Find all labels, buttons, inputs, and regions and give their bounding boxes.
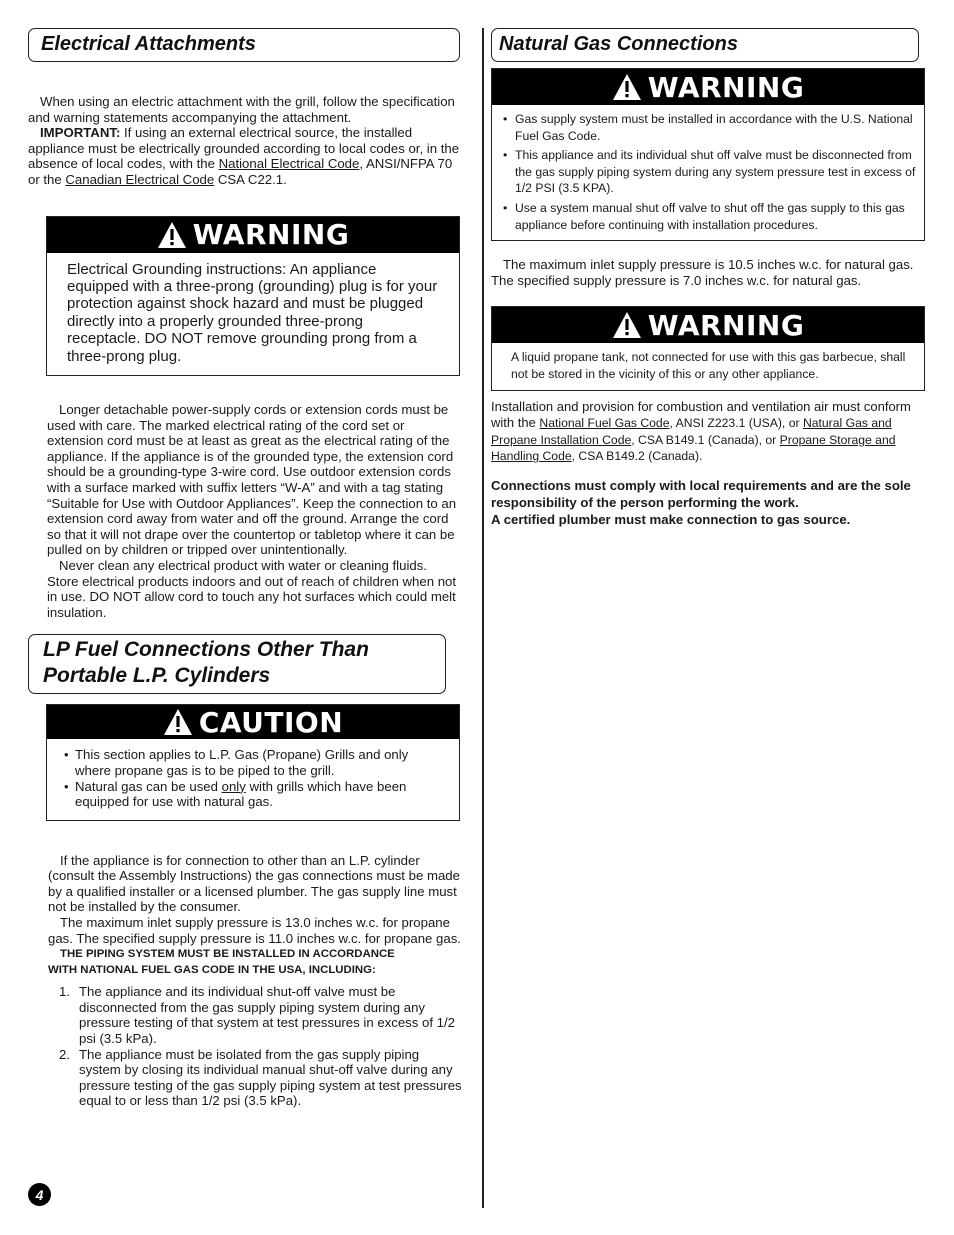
piping-notice: THE PIPING SYSTEM MUST BE INSTALLED IN ACCORDANCE WITH NATIONAL FUEL GAS CODE IN THE USA, INCLUDING: bbox=[48, 948, 395, 977]
lp-caution-box bbox=[46, 704, 460, 820]
compliance-notice: Connections must comply with local requirements and are the sole responsibility of the person performing the work. A certified plumber must make connection to gas source. bbox=[491, 477, 911, 527]
warning-header: WARNING bbox=[47, 217, 459, 253]
lp-section-title: LP Fuel Connections Other Than Portable L.P. Cylinders bbox=[28, 634, 446, 694]
warning-triangle-icon bbox=[612, 311, 642, 339]
nfgc-link: National Fuel Gas Code bbox=[539, 416, 670, 431]
important-label: IMPORTANT: bbox=[40, 125, 121, 141]
page-number-badge: 4 bbox=[28, 1183, 51, 1206]
electrical-intro: When using an electric attachment with the grill, follow the specification and warning statements accompanying the attachment. IMPORTANT: If using an external electrical source, the installed appliance must be electrically grounded according to local codes or, in the absence of local codes, with the National Electrical Code, ANSI/NFPA 70 or the Canadian Electrical Code CSA C22.1. bbox=[28, 94, 460, 187]
left-column bbox=[28, 28, 462, 1109]
list-item: • Gas supply system must be installed in accordance with the U.S. National Fuel Gas Code. bbox=[500, 111, 916, 144]
natural-gas-warning-box bbox=[491, 68, 925, 241]
ngpic-link: Natural Gas and Propane Installation Code bbox=[491, 416, 892, 447]
list-item: 2. The appliance must be isolated from the gas supply piping system by closing its individual manual shut-off valve during any pressure testing of the gas supply piping system at test pressures equal to or less than 1/2 psi (3.5 kPa). bbox=[59, 1046, 462, 1109]
electrical-section-title: Electrical Attachments bbox=[28, 28, 460, 62]
electrical-warning-text: Electrical Grounding instructions: An appliance equipped with a three-prong (grounding) plug is for your protection against shock hazard and must be plugged directly into a properly grounded three-prong receptacle. DO NOT remove grounding prong from a three-prong plug. bbox=[67, 260, 438, 365]
column-divider bbox=[482, 28, 484, 1208]
extension-cords-paragraph: Longer detachable power-supply cords or extension cords must be used with care. The marked electrical rating of the cord set or extension cord must be at least as great as the electrical rating of the appliance. If the appliance is of the grounded type, the extension cord should be a grounding-type 3-wire cord. Use outdoor extension cords with a surface marked with suffix letters “W-A” and with a tag stating “Suitable for Use with Outdoor Appliances”. Keep the connection to an extension cord away from water and off the ground. Arrange the cord so that it will not drape over the countertop or tabletop where it can be pulled on by children or tripped over unintentionally. Never clean any electrical product with water or cleaning fluids. Store electrical products indoors and out of reach of children when not in use. DO NOT allow cord to touch any hot surfaces which could melt insulation. bbox=[47, 402, 457, 620]
list-item: • This section applies to L.P. Gas (Propane) Grills and only where propane gas is to be piped to the grill. bbox=[61, 747, 445, 778]
piping-requirements-list bbox=[28, 984, 462, 1109]
warning-triangle-icon bbox=[612, 73, 642, 101]
warning-header: WARNING bbox=[492, 307, 924, 343]
lp-caution-list bbox=[47, 739, 459, 819]
natural-gas-warning-list bbox=[492, 105, 924, 240]
list-item: • Natural gas can be used only with grills which have been equipped for use with natural gas. bbox=[61, 779, 445, 810]
right-column bbox=[491, 28, 925, 528]
propane-tank-warning-box bbox=[491, 306, 925, 390]
natural-gas-pressure-paragraph: The maximum inlet supply pressure is 10.5 inches w.c. for natural gas. The specified supply pressure is 7.0 inches w.c. for natural gas. bbox=[491, 257, 914, 288]
cec-link: Canadian Electrical Code bbox=[65, 171, 215, 187]
caution-header: CAUTION bbox=[47, 705, 459, 739]
installation-paragraph: Installation and provision for combustion and ventilation air must conform with the National Fuel Gas Code, ANSI Z223.1 (USA), or Natural Gas and Propane Installation Code, CSA B149.1 (Canada), or Propane Storage and Handling Code, CSA B149.2 (Canada). bbox=[491, 398, 911, 464]
list-item: • This appliance and its individual shut off valve must be disconnected from the gas supply piping system during any system pressure test in excess of 1/2 PSI (3.5 KPA). bbox=[500, 147, 916, 197]
list-item: 1. The appliance and its individual shut-off valve must be disconnected from the gas supply piping system during any pressure testing of that system at test pressures in excess of 1/2 psi (3.5 kPa). bbox=[59, 984, 456, 1047]
propane-tank-warning-text: A liquid propane tank, not connected for use with this gas barbecue, shall not be stored in the vicinity of this or any other appliance. bbox=[511, 350, 906, 381]
list-item: • Use a system manual shut off valve to shut off the gas supply to this gas appliance before continuing with installation procedures. bbox=[500, 200, 916, 233]
warning-triangle-icon bbox=[163, 708, 193, 736]
lp-paragraph: If the appliance is for connection to other than an L.P. cylinder (consult the Assembly Instructions) the gas connections must be made by a qualified installer or a licensed plumber. The gas supply line must not be installed by the consumer. The maximum inlet supply pressure is 13.0 inches w.c. for propane gas. The specified supply pressure is 11.0 inches w.c. for propane gas. bbox=[48, 852, 461, 946]
pshc-link: Propane Storage and Handling Code bbox=[491, 432, 896, 464]
warning-header: WARNING bbox=[492, 69, 924, 105]
warning-triangle-icon bbox=[157, 221, 187, 249]
nec-link: National Electrical Code bbox=[218, 156, 360, 172]
natural-gas-section-title: Natural Gas Connections bbox=[491, 28, 919, 62]
electrical-warning-box bbox=[46, 216, 460, 376]
